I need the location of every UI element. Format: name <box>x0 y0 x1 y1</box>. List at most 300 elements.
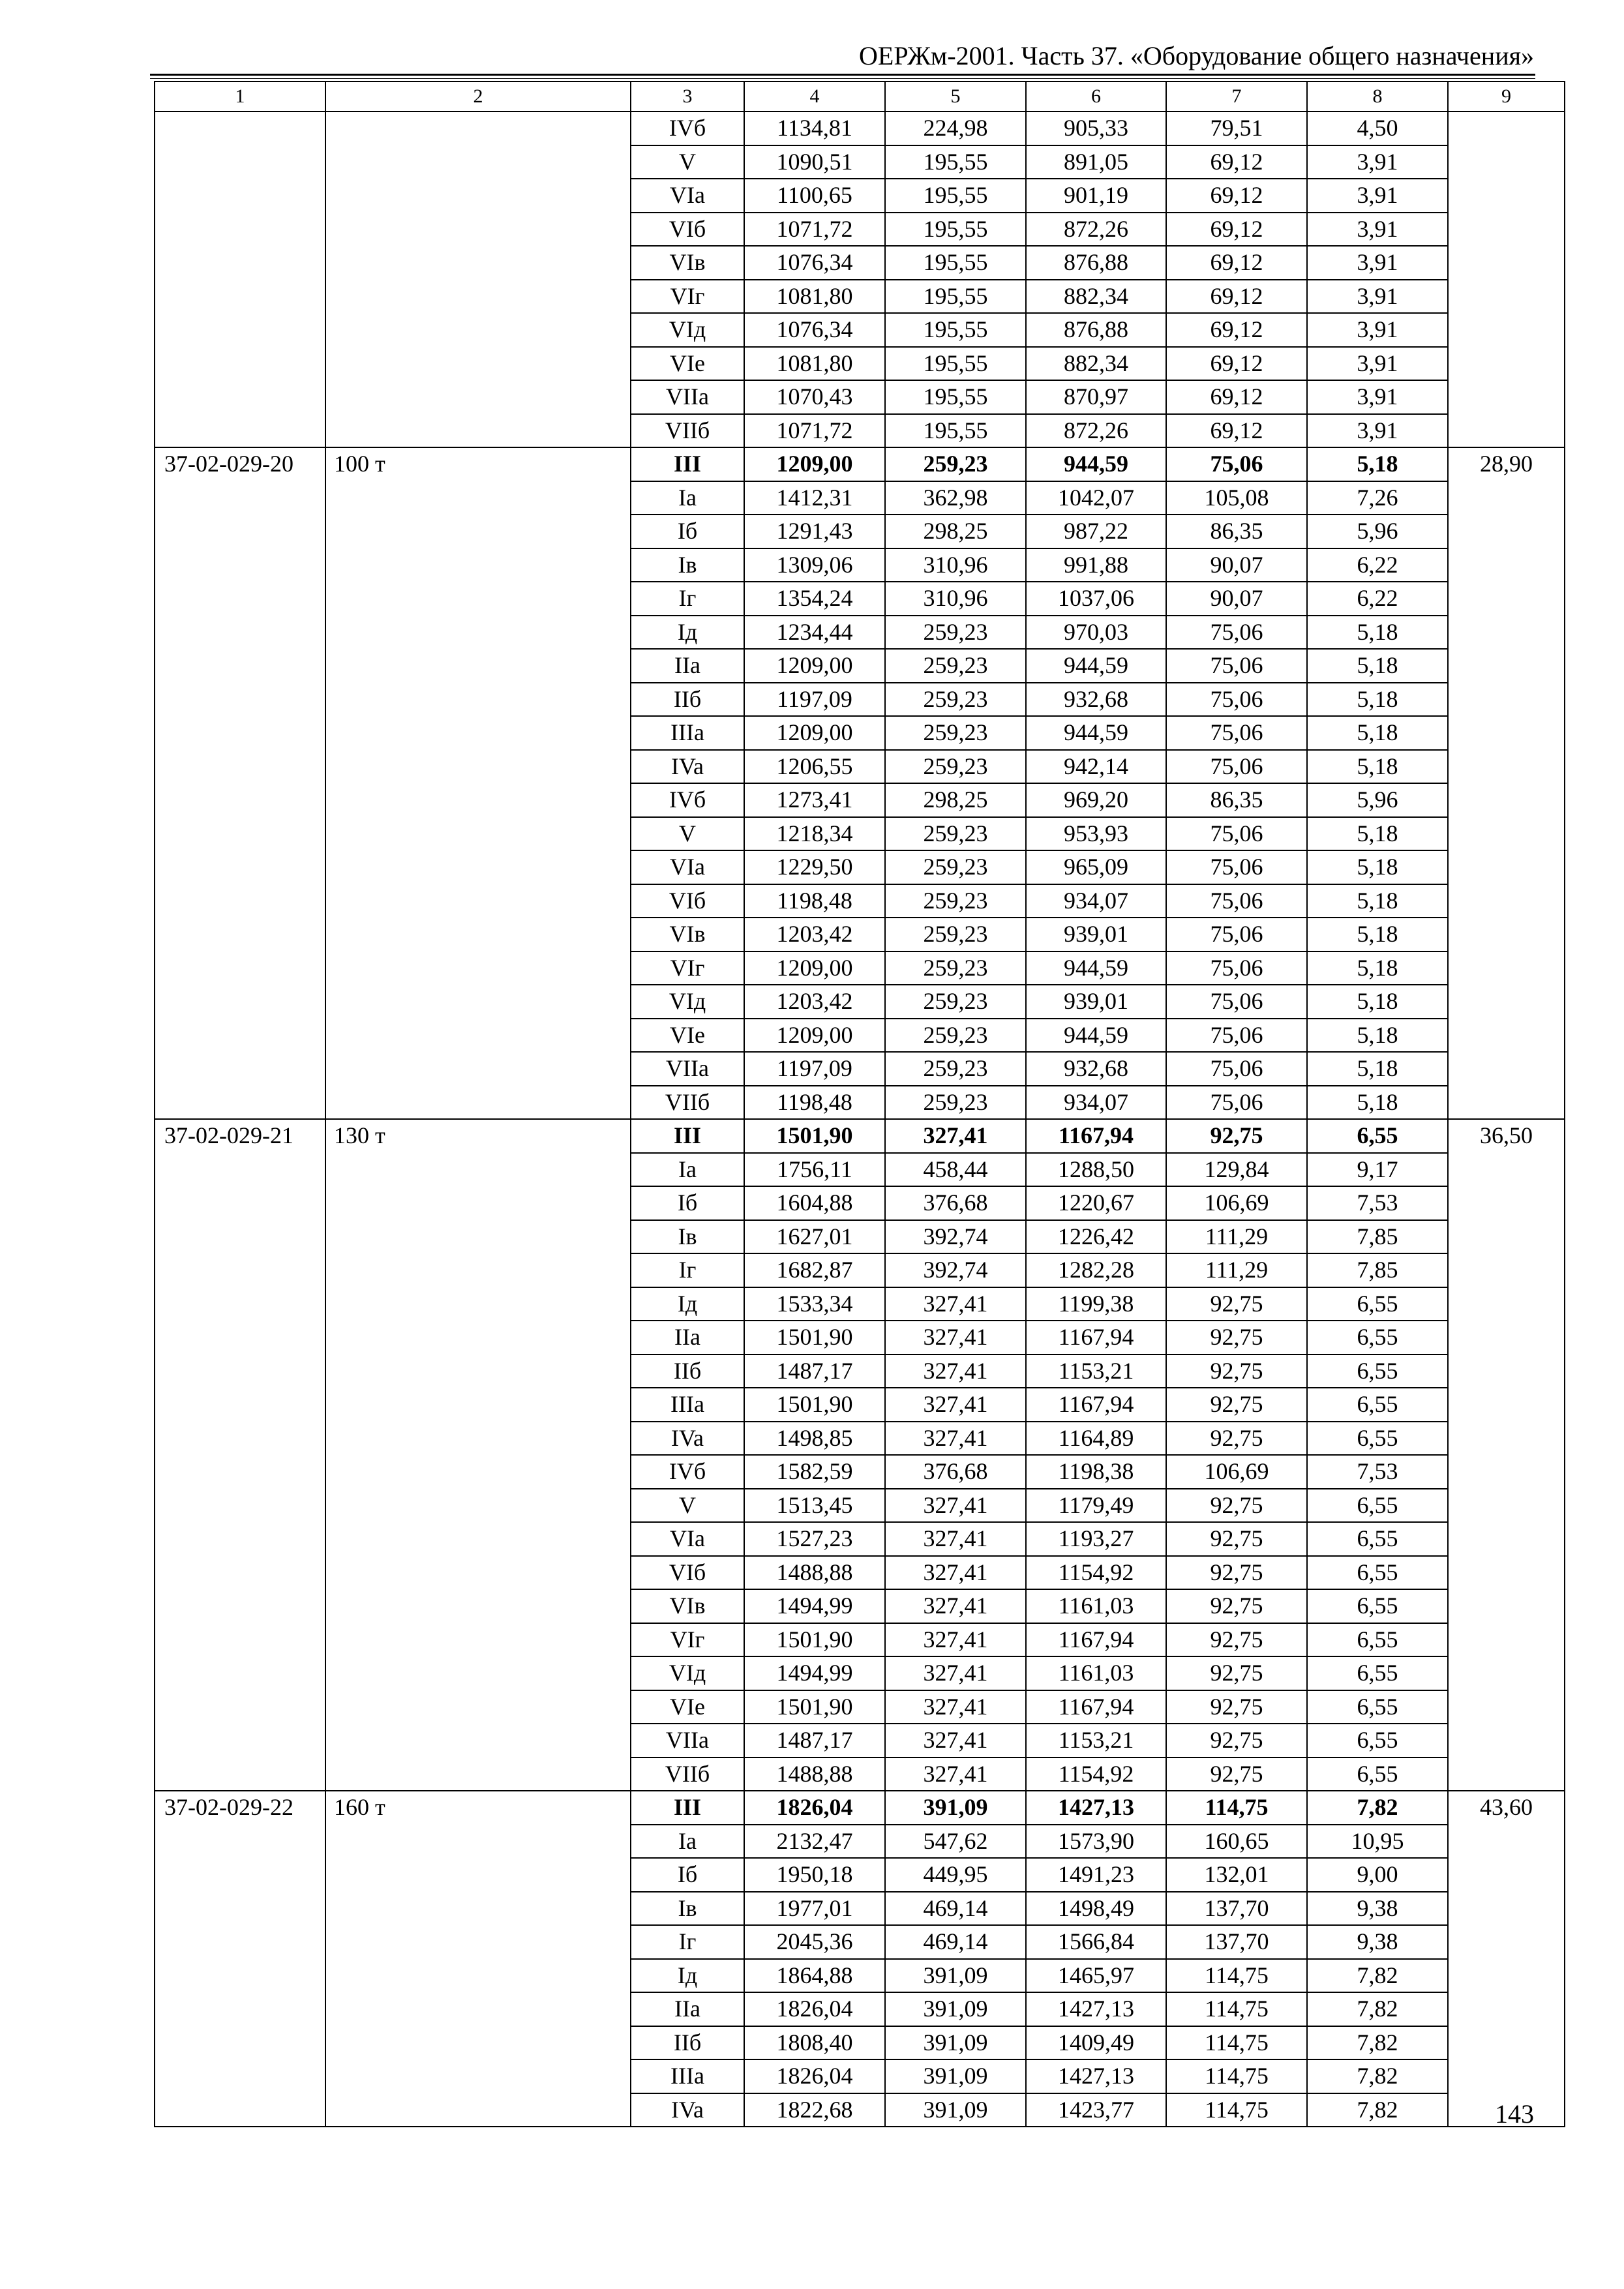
value-cell: 882,34 <box>1026 280 1166 314</box>
region-zone-cell: Ia <box>631 1153 744 1187</box>
value-cell: 944,59 <box>1026 951 1166 985</box>
value-cell: 160,65 <box>1166 1825 1307 1859</box>
value-cell: 5,18 <box>1307 1052 1448 1086</box>
equipment-name: 100 т <box>325 447 631 1119</box>
value-cell: 9,38 <box>1307 1892 1448 1926</box>
value-cell: 327,41 <box>885 1556 1026 1590</box>
value-cell: 327,41 <box>885 1354 1026 1388</box>
equipment-name <box>325 112 631 447</box>
value-cell: 1154,92 <box>1026 1556 1166 1590</box>
value-cell: 5,96 <box>1307 783 1448 817</box>
value-cell: 69,12 <box>1166 246 1307 280</box>
value-cell: 1487,17 <box>744 1724 885 1758</box>
value-cell: 876,88 <box>1026 246 1166 280</box>
region-zone-cell: IIб <box>631 1354 744 1388</box>
value-cell: 75,06 <box>1166 817 1307 851</box>
value-cell: 391,09 <box>885 1959 1026 1993</box>
value-cell: 1206,55 <box>744 750 885 784</box>
region-zone-cell: VIв <box>631 246 744 280</box>
region-zone-cell: VIб <box>631 213 744 247</box>
value-cell: 75,06 <box>1166 750 1307 784</box>
value-cell: 1488,88 <box>744 1556 885 1590</box>
value-cell: 4,50 <box>1307 112 1448 145</box>
value-cell: 6,22 <box>1307 582 1448 616</box>
value-cell: 1234,44 <box>744 616 885 650</box>
table-row <box>155 447 1565 481</box>
value-cell: 114,75 <box>1166 2093 1307 2127</box>
value-cell: 970,03 <box>1026 616 1166 650</box>
value-cell: 1076,34 <box>744 313 885 347</box>
value-cell: 92,75 <box>1166 1656 1307 1690</box>
value-cell: 1826,04 <box>744 2059 885 2093</box>
region-zone-cell: VIг <box>631 280 744 314</box>
value-cell: 1167,94 <box>1026 1623 1166 1657</box>
value-cell: 1209,00 <box>744 716 885 750</box>
value-cell: 75,06 <box>1166 918 1307 951</box>
region-zone-cell: IIIa <box>631 2059 744 2093</box>
table-body <box>155 82 1565 2127</box>
value-cell: 69,12 <box>1166 145 1307 179</box>
value-cell: 114,75 <box>1166 2026 1307 2060</box>
value-cell: 901,19 <box>1026 179 1166 213</box>
value-cell: 75,06 <box>1166 951 1307 985</box>
value-cell: 1197,09 <box>744 1052 885 1086</box>
value-cell: 7,82 <box>1307 1992 1448 2026</box>
value-cell: 259,23 <box>885 951 1026 985</box>
value-cell: 3,91 <box>1307 280 1448 314</box>
value-cell: 6,55 <box>1307 1321 1448 1354</box>
value-cell: 1153,21 <box>1026 1724 1166 1758</box>
value-cell: 5,18 <box>1307 850 1448 884</box>
value-cell: 1161,03 <box>1026 1656 1166 1690</box>
header-rule-thin <box>150 78 1535 79</box>
value-cell: 1950,18 <box>744 1858 885 1892</box>
region-zone-cell: IIa <box>631 649 744 683</box>
value-cell: 876,88 <box>1026 313 1166 347</box>
value-cell: 75,06 <box>1166 1019 1307 1053</box>
value-cell: 92,75 <box>1166 1758 1307 1791</box>
value-cell: 5,18 <box>1307 951 1448 985</box>
value-cell: 1167,94 <box>1026 1321 1166 1354</box>
value-cell: 259,23 <box>885 918 1026 951</box>
value-cell: 327,41 <box>885 1690 1026 1724</box>
value-cell: 934,07 <box>1026 1086 1166 1120</box>
region-zone-cell: IVб <box>631 783 744 817</box>
value-cell: 391,09 <box>885 1791 1026 1825</box>
running-header: ОЕРЖм-2001. Часть 37. «Оборудование общего назначения» <box>859 41 1534 70</box>
column-number-3: 3 <box>631 82 744 112</box>
value-cell: 1134,81 <box>744 112 885 145</box>
value-cell: 1153,21 <box>1026 1354 1166 1388</box>
value-cell: 944,59 <box>1026 1019 1166 1053</box>
value-cell: 195,55 <box>885 246 1026 280</box>
region-zone-cell: VIe <box>631 1690 744 1724</box>
value-cell: 1501,90 <box>744 1388 885 1422</box>
rate-code: 37-02-029-20 <box>155 447 325 1119</box>
value-cell: 1756,11 <box>744 1153 885 1187</box>
value-cell: 1826,04 <box>744 1791 885 1825</box>
column-number-5: 5 <box>885 82 1026 112</box>
value-cell: 953,93 <box>1026 817 1166 851</box>
rate-code: 37-02-029-22 <box>155 1791 325 2127</box>
value-cell: 5,18 <box>1307 817 1448 851</box>
value-cell: 944,59 <box>1026 447 1166 481</box>
value-cell: 1864,88 <box>744 1959 885 1993</box>
region-zone-cell: VIг <box>631 951 744 985</box>
value-cell: 259,23 <box>885 985 1026 1019</box>
value-cell: 1808,40 <box>744 2026 885 2060</box>
value-cell: 7,82 <box>1307 2026 1448 2060</box>
value-cell: 310,96 <box>885 582 1026 616</box>
region-zone-cell: VIд <box>631 985 744 1019</box>
value-cell: 1273,41 <box>744 783 885 817</box>
value-cell: 6,55 <box>1307 1287 1448 1321</box>
region-zone-cell: IVa <box>631 750 744 784</box>
value-cell: 92,75 <box>1166 1119 1307 1153</box>
value-cell: 1498,49 <box>1026 1892 1166 1926</box>
column-number-1: 1 <box>155 82 325 112</box>
column-number-9: 9 <box>1448 82 1565 112</box>
table-row <box>155 1119 1565 1153</box>
value-cell: 7,85 <box>1307 1220 1448 1254</box>
value-cell: 1494,99 <box>744 1589 885 1623</box>
value-cell: 129,84 <box>1166 1153 1307 1187</box>
value-cell: 132,01 <box>1166 1858 1307 1892</box>
value-cell: 1167,94 <box>1026 1388 1166 1422</box>
value-cell: 69,12 <box>1166 347 1307 381</box>
value-cell: 6,55 <box>1307 1656 1448 1690</box>
value-cell: 1203,42 <box>744 985 885 1019</box>
value-cell: 327,41 <box>885 1589 1026 1623</box>
value-cell: 75,06 <box>1166 850 1307 884</box>
rate-code <box>155 112 325 447</box>
value-cell: 195,55 <box>885 280 1026 314</box>
value-cell: 1427,13 <box>1026 1791 1166 1825</box>
region-zone-cell: III <box>631 1791 744 1825</box>
value-cell: 1501,90 <box>744 1690 885 1724</box>
value-cell: 327,41 <box>885 1656 1026 1690</box>
region-zone-cell: IIб <box>631 2026 744 2060</box>
region-zone-cell: V <box>631 145 744 179</box>
value-cell: 1071,72 <box>744 414 885 448</box>
value-cell: 1071,72 <box>744 213 885 247</box>
region-zone-cell: VIIa <box>631 1724 744 1758</box>
value-cell: 944,59 <box>1026 649 1166 683</box>
value-cell: 1220,67 <box>1026 1186 1166 1220</box>
region-zone-cell: VIIa <box>631 380 744 414</box>
value-cell: 1197,09 <box>744 683 885 717</box>
value-cell: 991,88 <box>1026 548 1166 582</box>
value-cell: 891,05 <box>1026 145 1166 179</box>
value-cell: 942,14 <box>1026 750 1166 784</box>
value-cell: 376,68 <box>885 1455 1026 1489</box>
value-cell: 7,82 <box>1307 1959 1448 1993</box>
region-zone-cell: IIa <box>631 1321 744 1354</box>
region-zone-cell: IVa <box>631 1422 744 1456</box>
region-zone-cell: V <box>631 1489 744 1523</box>
value-cell: 9,38 <box>1307 1925 1448 1959</box>
value-cell: 1354,24 <box>744 582 885 616</box>
value-cell: 1488,88 <box>744 1758 885 1791</box>
value-cell: 1494,99 <box>744 1656 885 1690</box>
page-number: 143 <box>1495 2099 1534 2129</box>
value-cell: 391,09 <box>885 2026 1026 2060</box>
rate-code: 37-02-029-21 <box>155 1119 325 1791</box>
value-cell: 1209,00 <box>744 951 885 985</box>
value-cell: 137,70 <box>1166 1925 1307 1959</box>
value-cell: 1501,90 <box>744 1623 885 1657</box>
region-zone-cell: Iд <box>631 616 744 650</box>
value-cell: 5,18 <box>1307 447 1448 481</box>
value-cell: 69,12 <box>1166 380 1307 414</box>
value-cell: 7,26 <box>1307 481 1448 515</box>
value-cell: 1164,89 <box>1026 1422 1166 1456</box>
value-cell: 6,55 <box>1307 1489 1448 1523</box>
value-cell: 1193,27 <box>1026 1522 1166 1556</box>
table-row <box>155 112 1565 145</box>
value-cell: 7,53 <box>1307 1186 1448 1220</box>
value-cell: 932,68 <box>1026 683 1166 717</box>
region-zone-cell: VIe <box>631 347 744 381</box>
value-cell: 92,75 <box>1166 1321 1307 1354</box>
value-cell: 90,07 <box>1166 548 1307 582</box>
region-zone-cell: VIa <box>631 179 744 213</box>
value-cell: 547,62 <box>885 1825 1026 1859</box>
value-cell: 75,06 <box>1166 1052 1307 1086</box>
value-cell: 298,25 <box>885 783 1026 817</box>
region-zone-cell: VIIб <box>631 1086 744 1120</box>
value-cell: 224,98 <box>885 112 1026 145</box>
value-cell: 2045,36 <box>744 1925 885 1959</box>
equipment-weight: 28,90 <box>1448 447 1565 1119</box>
value-cell: 259,23 <box>885 1086 1026 1120</box>
column-number-row <box>155 82 1565 112</box>
value-cell: 69,12 <box>1166 280 1307 314</box>
value-cell: 5,96 <box>1307 515 1448 548</box>
value-cell: 1070,43 <box>744 380 885 414</box>
region-zone-cell: IIIa <box>631 716 744 750</box>
value-cell: 1076,34 <box>744 246 885 280</box>
region-zone-cell: III <box>631 1119 744 1153</box>
value-cell: 458,44 <box>885 1153 1026 1187</box>
equipment-name: 160 т <box>325 1791 631 2127</box>
value-cell: 114,75 <box>1166 1992 1307 2026</box>
value-cell: 79,51 <box>1166 112 1307 145</box>
value-cell: 1309,06 <box>744 548 885 582</box>
value-cell: 1291,43 <box>744 515 885 548</box>
value-cell: 259,23 <box>885 750 1026 784</box>
value-cell: 449,95 <box>885 1858 1026 1892</box>
column-number-8: 8 <box>1307 82 1448 112</box>
value-cell: 932,68 <box>1026 1052 1166 1086</box>
value-cell: 391,09 <box>885 1992 1026 2026</box>
value-cell: 1487,17 <box>744 1354 885 1388</box>
value-cell: 1037,06 <box>1026 582 1166 616</box>
region-zone-cell: Iв <box>631 1220 744 1254</box>
value-cell: 7,85 <box>1307 1253 1448 1287</box>
region-zone-cell: Iд <box>631 1959 744 1993</box>
equipment-weight: 43,60 <box>1448 1791 1565 2127</box>
value-cell: 1161,03 <box>1026 1589 1166 1623</box>
value-cell: 6,55 <box>1307 1724 1448 1758</box>
value-cell: 1627,01 <box>744 1220 885 1254</box>
value-cell: 114,75 <box>1166 1959 1307 1993</box>
region-zone-cell: VIг <box>631 1623 744 1657</box>
region-zone-cell: IIIa <box>631 1388 744 1422</box>
value-cell: 1977,01 <box>744 1892 885 1926</box>
value-cell: 1090,51 <box>744 145 885 179</box>
value-cell: 259,23 <box>885 1019 1026 1053</box>
value-cell: 86,35 <box>1166 515 1307 548</box>
value-cell: 92,75 <box>1166 1422 1307 1456</box>
region-zone-cell: IIб <box>631 683 744 717</box>
region-zone-cell: VIa <box>631 850 744 884</box>
value-cell: 469,14 <box>885 1925 1026 1959</box>
value-cell: 75,06 <box>1166 683 1307 717</box>
value-cell: 1282,28 <box>1026 1253 1166 1287</box>
value-cell: 5,18 <box>1307 649 1448 683</box>
value-cell: 6,55 <box>1307 1690 1448 1724</box>
value-cell: 3,91 <box>1307 347 1448 381</box>
value-cell: 75,06 <box>1166 447 1307 481</box>
value-cell: 327,41 <box>885 1522 1026 1556</box>
value-cell: 1198,48 <box>744 1086 885 1120</box>
value-cell: 391,09 <box>885 2093 1026 2127</box>
region-zone-cell: Iб <box>631 1858 744 1892</box>
value-cell: 105,08 <box>1166 481 1307 515</box>
region-zone-cell: Ia <box>631 1825 744 1859</box>
value-cell: 3,91 <box>1307 414 1448 448</box>
value-cell: 75,06 <box>1166 985 1307 1019</box>
value-cell: 965,09 <box>1026 850 1166 884</box>
value-cell: 1226,42 <box>1026 1220 1166 1254</box>
value-cell: 92,75 <box>1166 1522 1307 1556</box>
value-cell: 870,97 <box>1026 380 1166 414</box>
value-cell: 1209,00 <box>744 1019 885 1053</box>
value-cell: 5,18 <box>1307 683 1448 717</box>
value-cell: 5,18 <box>1307 750 1448 784</box>
region-zone-cell: Iб <box>631 1186 744 1220</box>
value-cell: 3,91 <box>1307 213 1448 247</box>
value-cell: 86,35 <box>1166 783 1307 817</box>
value-cell: 327,41 <box>885 1623 1026 1657</box>
value-cell: 327,41 <box>885 1321 1026 1354</box>
value-cell: 1100,65 <box>744 179 885 213</box>
value-cell: 944,59 <box>1026 716 1166 750</box>
value-cell: 1501,90 <box>744 1321 885 1354</box>
value-cell: 10,95 <box>1307 1825 1448 1859</box>
value-cell: 1042,07 <box>1026 481 1166 515</box>
value-cell: 1604,88 <box>744 1186 885 1220</box>
region-zone-cell: Ia <box>631 481 744 515</box>
value-cell: 259,23 <box>885 1052 1026 1086</box>
region-zone-cell: IVб <box>631 112 744 145</box>
region-zone-cell: VIб <box>631 1556 744 1590</box>
value-cell: 6,55 <box>1307 1388 1448 1422</box>
region-zone-cell: VIIб <box>631 414 744 448</box>
region-zone-cell: Iг <box>631 1253 744 1287</box>
value-cell: 1081,80 <box>744 280 885 314</box>
value-cell: 259,23 <box>885 884 1026 918</box>
value-cell: 1167,94 <box>1026 1690 1166 1724</box>
value-cell: 1218,34 <box>744 817 885 851</box>
value-cell: 195,55 <box>885 213 1026 247</box>
value-cell: 939,01 <box>1026 918 1166 951</box>
value-cell: 111,29 <box>1166 1220 1307 1254</box>
value-cell: 3,91 <box>1307 246 1448 280</box>
value-cell: 92,75 <box>1166 1690 1307 1724</box>
value-cell: 6,55 <box>1307 1589 1448 1623</box>
value-cell: 1179,49 <box>1026 1489 1166 1523</box>
value-cell: 327,41 <box>885 1388 1026 1422</box>
column-number-7: 7 <box>1166 82 1307 112</box>
value-cell: 1081,80 <box>744 347 885 381</box>
value-cell: 9,00 <box>1307 1858 1448 1892</box>
value-cell: 5,18 <box>1307 1086 1448 1120</box>
value-cell: 92,75 <box>1166 1556 1307 1590</box>
value-cell: 3,91 <box>1307 380 1448 414</box>
value-cell: 259,23 <box>885 447 1026 481</box>
value-cell: 327,41 <box>885 1724 1026 1758</box>
value-cell: 92,75 <box>1166 1623 1307 1657</box>
value-cell: 195,55 <box>885 414 1026 448</box>
region-zone-cell: IVб <box>631 1455 744 1489</box>
region-zone-cell: VIв <box>631 1589 744 1623</box>
region-zone-cell: IIa <box>631 1992 744 2026</box>
value-cell: 1288,50 <box>1026 1153 1166 1187</box>
region-zone-cell: VIд <box>631 1656 744 1690</box>
value-cell: 1412,31 <box>744 481 885 515</box>
value-cell: 259,23 <box>885 716 1026 750</box>
value-cell: 987,22 <box>1026 515 1166 548</box>
value-cell: 1682,87 <box>744 1253 885 1287</box>
value-cell: 1409,49 <box>1026 2026 1166 2060</box>
value-cell: 92,75 <box>1166 1489 1307 1523</box>
value-cell: 7,53 <box>1307 1455 1448 1489</box>
value-cell: 69,12 <box>1166 213 1307 247</box>
value-cell: 298,25 <box>885 515 1026 548</box>
value-cell: 7,82 <box>1307 1791 1448 1825</box>
value-cell: 195,55 <box>885 145 1026 179</box>
table-row <box>155 1791 1565 1825</box>
value-cell: 2132,47 <box>744 1825 885 1859</box>
value-cell: 327,41 <box>885 1758 1026 1791</box>
value-cell: 92,75 <box>1166 1287 1307 1321</box>
value-cell: 1199,38 <box>1026 1287 1166 1321</box>
value-cell: 1229,50 <box>744 850 885 884</box>
value-cell: 5,18 <box>1307 1019 1448 1053</box>
value-cell: 75,06 <box>1166 649 1307 683</box>
header-rule-thick <box>150 74 1535 76</box>
value-cell: 1498,85 <box>744 1422 885 1456</box>
value-cell: 392,74 <box>885 1220 1026 1254</box>
value-cell: 259,23 <box>885 616 1026 650</box>
value-cell: 106,69 <box>1166 1455 1307 1489</box>
value-cell: 939,01 <box>1026 985 1166 1019</box>
region-zone-cell: VIв <box>631 918 744 951</box>
value-cell: 92,75 <box>1166 1589 1307 1623</box>
equipment-weight: 36,50 <box>1448 1119 1565 1791</box>
column-number-2: 2 <box>325 82 631 112</box>
value-cell: 195,55 <box>885 347 1026 381</box>
value-cell: 259,23 <box>885 817 1026 851</box>
value-cell: 5,18 <box>1307 884 1448 918</box>
value-cell: 469,14 <box>885 1892 1026 1926</box>
value-cell: 1501,90 <box>744 1119 885 1153</box>
value-cell: 92,75 <box>1166 1388 1307 1422</box>
value-cell: 5,18 <box>1307 985 1448 1019</box>
value-cell: 111,29 <box>1166 1253 1307 1287</box>
